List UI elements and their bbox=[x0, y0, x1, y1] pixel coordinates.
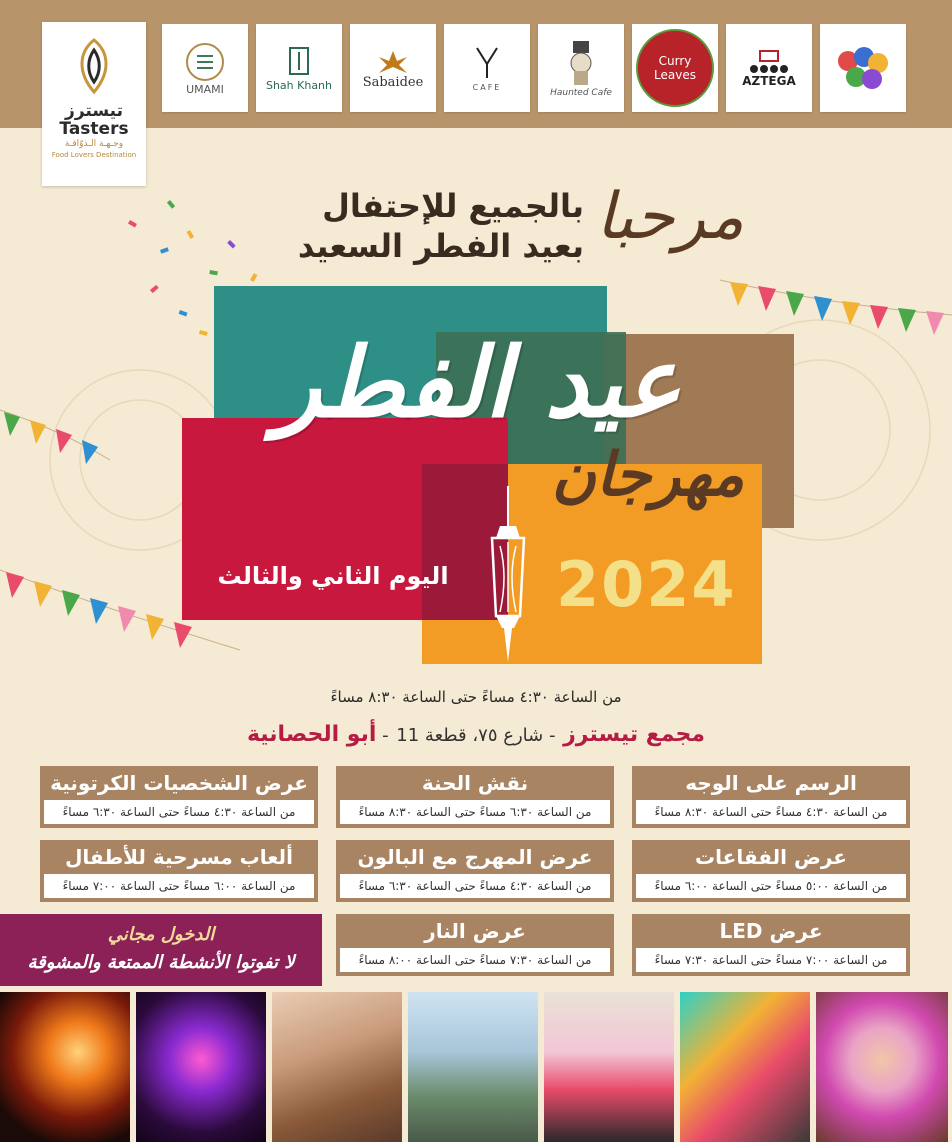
partner-label: UMAMI bbox=[186, 83, 224, 96]
partner-aztega bbox=[726, 24, 812, 112]
logo-name-ar: تيسترز bbox=[65, 101, 123, 121]
festival-days: اليوم الثاني والثالث bbox=[217, 562, 449, 590]
partner-haunted-cafe bbox=[538, 24, 624, 112]
festival-title: عيد الفطر bbox=[274, 326, 682, 439]
shahkhanh-logo-icon bbox=[284, 44, 314, 80]
haunted-cafe-logo-icon bbox=[564, 37, 598, 87]
activity-title: عرض LED bbox=[719, 919, 823, 943]
clown-balloon-photo bbox=[680, 992, 810, 1142]
face-painting-photo bbox=[816, 992, 948, 1142]
greeting-text bbox=[298, 186, 584, 266]
activity-card bbox=[632, 766, 910, 828]
activity-time: من الساعة ٤:٣٠ مساءً حتى الساعة ٨:٣٠ مساءً bbox=[636, 800, 906, 824]
festival-year: 2024 bbox=[556, 548, 737, 621]
activity-title: عرض النار bbox=[424, 919, 526, 943]
activity-title: الرسم على الوجه bbox=[685, 771, 857, 795]
activity-title: عرض المهرج مع البالون bbox=[357, 845, 593, 869]
aztega-logo-icon bbox=[746, 49, 792, 75]
characters-logo-icon bbox=[832, 41, 894, 95]
marhaba-calligraphy: مرحبا bbox=[596, 180, 744, 254]
partner-label: CAFE bbox=[472, 83, 502, 92]
activity-title: ألعاب مسرحية للأطفال bbox=[65, 845, 293, 869]
activity-title: نقش الحنة bbox=[421, 771, 529, 795]
activity-time: من الساعة ٦:٣٠ مساءً حتى الساعة ٨:٣٠ مساءً bbox=[340, 800, 610, 824]
partner-shahkhanh bbox=[256, 24, 342, 112]
activity-title: عرض الفقاعات bbox=[695, 845, 847, 869]
logo-name-en: Tasters bbox=[59, 119, 129, 139]
cartoon-characters-photo bbox=[544, 992, 674, 1142]
photo-strip bbox=[0, 992, 952, 1142]
partner-label: Curry Leaves bbox=[654, 54, 696, 82]
venue-area: أبو الحصانية bbox=[246, 722, 377, 747]
activity-card bbox=[40, 766, 318, 828]
activity-time: من الساعة ٧:٣٠ مساءً حتى الساعة ٨:٠٠ مساءً bbox=[340, 948, 610, 972]
activity-card bbox=[336, 766, 614, 828]
activity-card bbox=[40, 840, 318, 902]
greeting-line-2: بعيد الفطر السعيد bbox=[297, 227, 584, 265]
activity-time: من الساعة ٤:٣٠ مساءً حتى الساعة ٦:٣٠ مساءً bbox=[340, 874, 610, 898]
y-cafe-logo-icon bbox=[467, 42, 507, 82]
partner-logos bbox=[162, 24, 906, 112]
activity-title: عرض الشخصيات الكرتونية bbox=[50, 771, 308, 795]
partner-sabaidee bbox=[350, 24, 436, 112]
festival-subtitle: مهرجان bbox=[551, 440, 745, 510]
activity-time: من الساعة ٥:٠٠ مساءً حتى الساعة ٦:٠٠ مساءً bbox=[636, 874, 906, 898]
bubbles-photo bbox=[408, 992, 538, 1142]
tasters-mark-icon bbox=[67, 36, 121, 96]
main-time: من الساعة ٤:٣٠ مساءً حتى الساعة ٨:٣٠ مساءً bbox=[330, 688, 622, 706]
partner-curry-leaves bbox=[632, 24, 718, 112]
logo-tagline: Food Lovers Destination bbox=[51, 151, 137, 159]
partner-y-cafe bbox=[444, 24, 530, 112]
partner-label: Shah Khanh bbox=[265, 79, 333, 92]
curry-leaves-logo-icon bbox=[636, 29, 714, 107]
location: مجمع تيسترز - شارع ٧٥، قطعة 11 - أبو الحصانية bbox=[246, 722, 706, 747]
fire-show-photo bbox=[0, 992, 130, 1142]
partner-label: AZTEGA bbox=[742, 74, 796, 88]
activity-time: من الساعة ٤:٣٠ مساءً حتى الساعة ٦:٣٠ مساءً bbox=[44, 800, 314, 824]
activity-card bbox=[336, 914, 614, 976]
lantern-icon bbox=[478, 486, 538, 662]
greeting-line-1: بالجميع للإحتفال bbox=[322, 187, 584, 225]
partner-label: Sabaidee bbox=[362, 75, 424, 90]
venue-name: مجمع تيسترز bbox=[563, 722, 706, 747]
henna-photo bbox=[272, 992, 402, 1142]
partner-label: Haunted Cafe bbox=[550, 88, 612, 98]
activity-time: من الساعة ٧:٠٠ مساءً حتى الساعة ٧:٣٠ مساءً bbox=[636, 948, 906, 972]
promo-line-1: الدخول مجاني bbox=[107, 924, 215, 945]
partner-characters bbox=[820, 24, 906, 112]
free-entry-banner bbox=[0, 914, 322, 986]
partner-umami bbox=[162, 24, 248, 112]
venue-address: شارع ٧٥، قطعة 11 bbox=[396, 725, 544, 746]
logo-subtitle-ar: وجـهـة الـذوّاقـة bbox=[64, 139, 124, 149]
activity-time: من الساعة ٦:٠٠ مساءً حتى الساعة ٧:٠٠ مساءً bbox=[44, 874, 314, 898]
activity-card bbox=[632, 840, 910, 902]
activity-card bbox=[336, 840, 614, 902]
led-show-photo bbox=[136, 992, 266, 1142]
promo-line-2: لا تفوتوا الأنشطة الممتعة والمشوقة bbox=[27, 952, 295, 973]
umami-logo-icon bbox=[183, 40, 227, 84]
activity-card bbox=[632, 914, 910, 976]
sabaidee-logo-icon bbox=[373, 47, 413, 77]
